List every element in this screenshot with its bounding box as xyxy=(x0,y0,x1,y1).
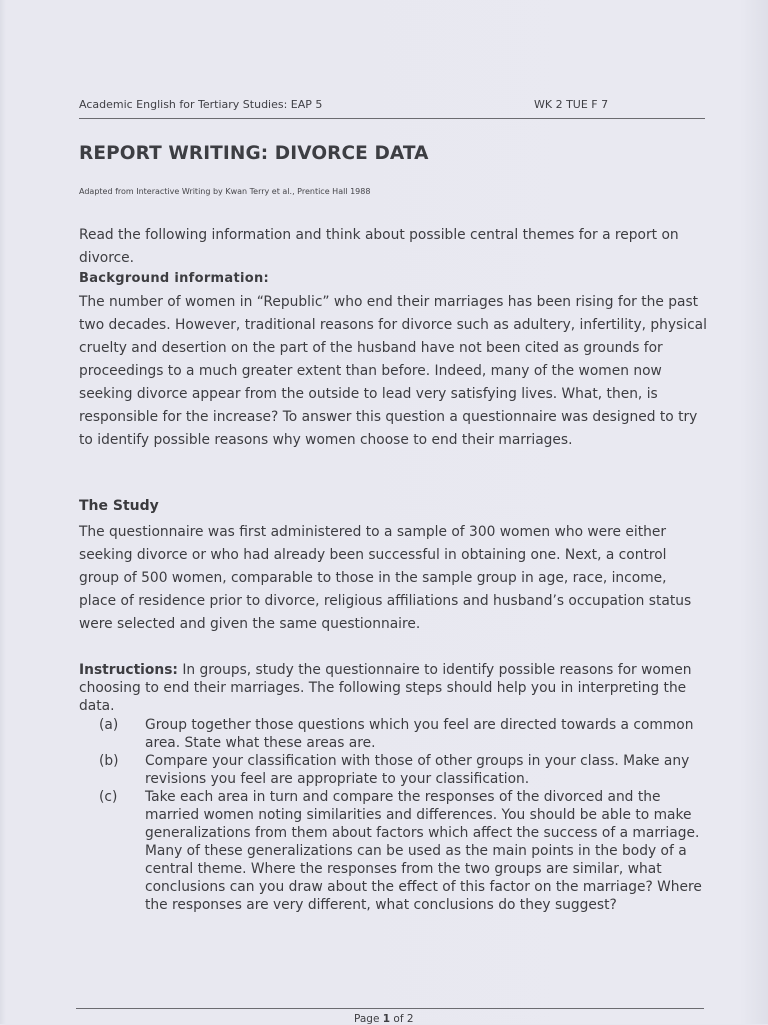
instructions-text: In groups, study the questionnaire to identify possible reasons for women choosing to end their marriages. The following steps should help you in interpreting the data. xyxy=(79,662,692,714)
step-marker: (a) xyxy=(99,717,119,733)
intro-paragraph: Read the following information and think about possible central themes for a report on divorce. xyxy=(79,227,679,266)
page-number xyxy=(354,1013,414,1025)
list-item xyxy=(79,716,707,752)
study-paragraph: The questionnaire was first administered to a sample of 300 women who were either seeking divorce or who had already been successful in obtaining one. Next, a control group of 500 women, comparable to those in the sample group in age, race, income, place of residence prior to divorce, religious affiliations and husband’s occupation status were selected and given the same questionnaire. xyxy=(79,524,692,632)
page-of: of xyxy=(393,1013,404,1025)
step-marker: (c) xyxy=(99,789,118,805)
page-header xyxy=(79,98,705,119)
step-text: Take each area in turn and compare the responses of the divorced and the married women noting similarities and differences. You should be able to make generalizations from them about factors which affect the success of a marriage. Many of these generalizations can be used as the main points in the body of a central theme. Where the responses from the two groups are similar, what conclusions can you draw about the effect of this factor on the marriage? Where the responses are very different, what conclusions do they suggest? xyxy=(145,789,702,913)
list-item xyxy=(79,788,707,914)
document-title: REPORT WRITING: DIVORCE DATA xyxy=(79,143,429,164)
list-item xyxy=(79,752,707,788)
background-paragraph: The number of women in “Republic” who end their marriages has been rising for the past two decades. However, traditional reasons for divorce such as adultery, infertility, physical cruelty and desertion on the part of the husband have not been cited as grounds for proceedings to a much greater extent than before. Indeed, many of the women now seeking divorce appear from the outside to lead very satisfying lives. What, then, is responsible for the increase? To answer this question a questionnaire was designed to try to identify possible reasons why women choose to end their marriages. xyxy=(79,294,707,448)
step-marker: (b) xyxy=(99,753,119,769)
page-current: 1 xyxy=(382,1013,391,1025)
course-title: Academic English for Tertiary Studies: EAP 5 xyxy=(79,98,323,111)
instructions-label: Instructions: xyxy=(79,662,178,678)
step-text: Compare your classification with those of other groups in your class. Make any revisions you feel are appropriate to your classification. xyxy=(145,753,690,787)
instruction-steps xyxy=(79,716,707,914)
study-heading: The Study xyxy=(79,498,159,514)
step-text: Group together those questions which you feel are directed towards a common area. State what these areas are. xyxy=(145,717,694,751)
instructions-paragraph xyxy=(79,661,707,715)
source-citation: Adapted from Interactive Writing by Kwan Terry et al., Prentice Hall 1988 xyxy=(79,187,371,196)
background-heading: Background information: xyxy=(79,271,270,286)
session-code: WK 2 TUE F 7 xyxy=(534,98,609,111)
footer-divider xyxy=(76,1008,704,1009)
page-word: Page xyxy=(354,1013,380,1025)
page-total: 2 xyxy=(406,1013,414,1025)
